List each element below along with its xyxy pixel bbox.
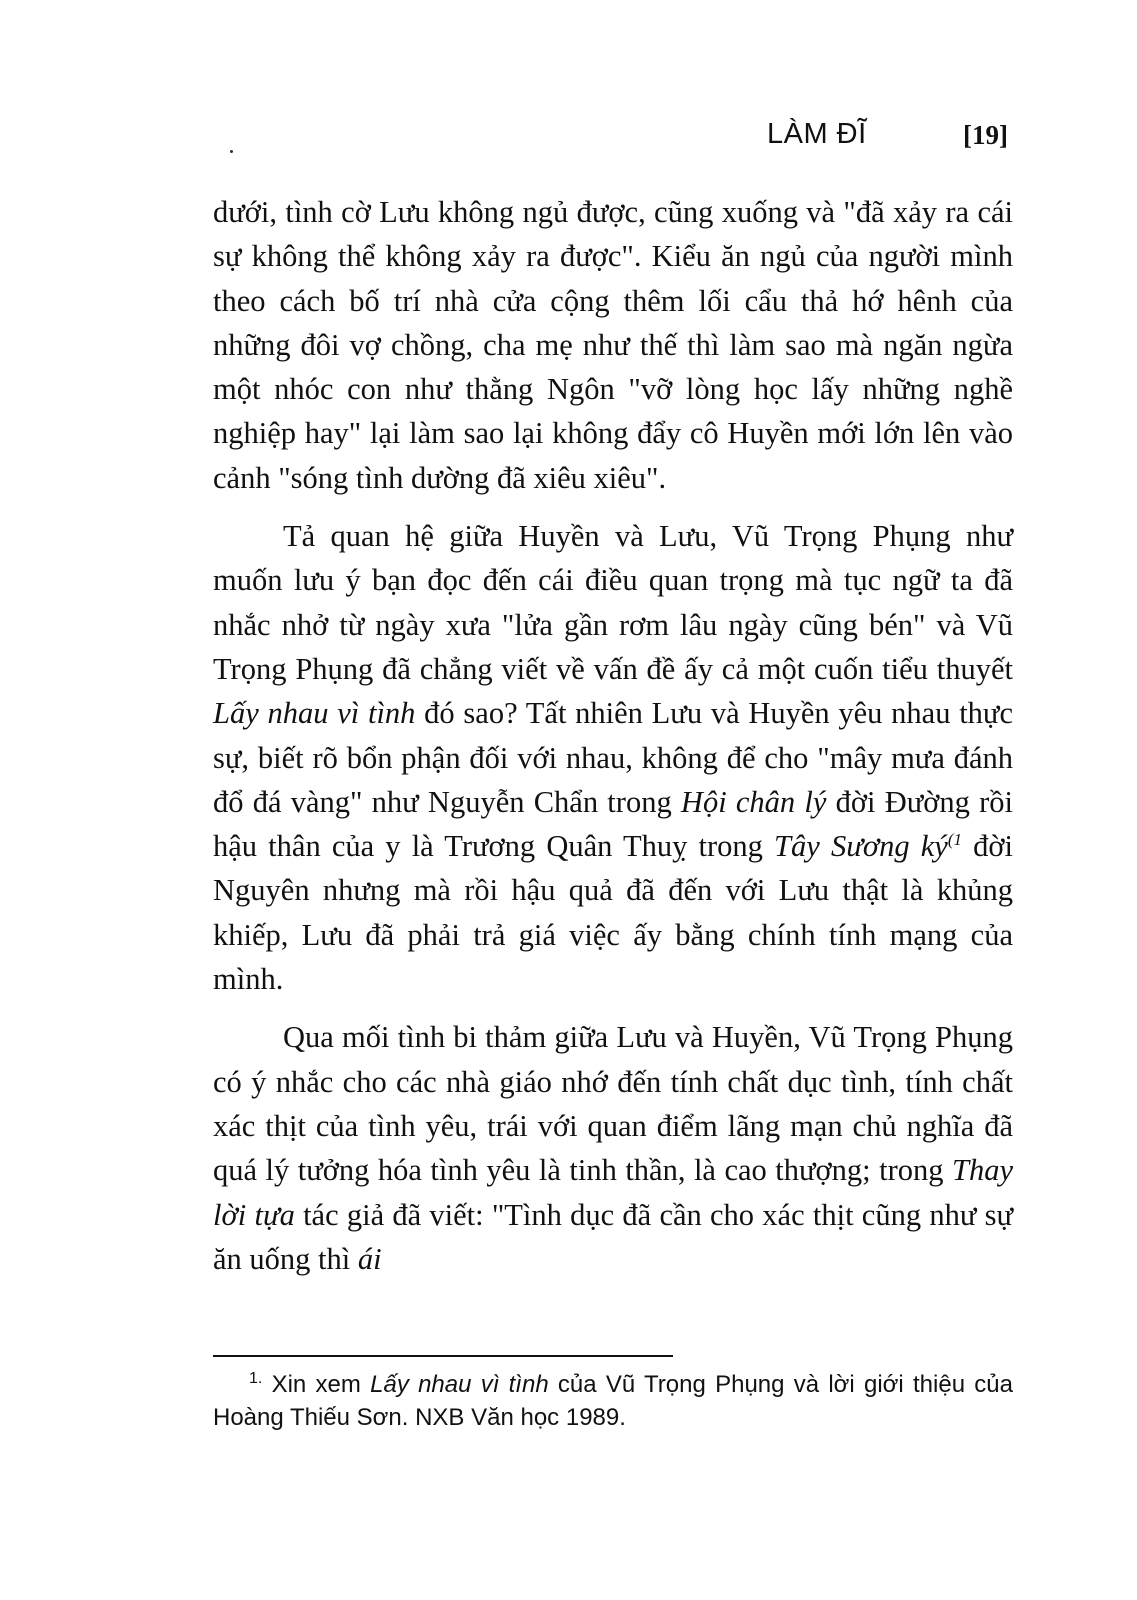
footnote-marker: 1. bbox=[249, 1370, 263, 1387]
paragraph-3-italic-ending: ái bbox=[357, 1241, 382, 1276]
footnote-book-title: Lấy nhau vì tình bbox=[370, 1371, 549, 1398]
paragraph-2-text: đó sao? Tất nhiên Lưu và Huyền yêu nhau thực sự, biết rõ bổn phận đối với nhau, không để cho "mây mưa đánh đổ đá vàng" như Nguyễn Chẩn trong bbox=[213, 696, 1013, 819]
paragraph-2-text: Tả quan hệ giữa Huyền và Lưu, Vũ Trọng Phụng như muốn lưu ý bạn đọc đến cái điều quan trọng mà tục ngữ ta đã nhắc nhở từ ngày xưa "lửa gần rơm lâu ngày cũng bén" và Vũ Trọng Phụng đã chẳng viết về vấn đề ấy cả một cuốn tiểu thuyết bbox=[213, 519, 1013, 686]
paragraph-2-text: đời Đường rồi hậu thân của y là Trương Quân Thuỵ trong bbox=[213, 784, 1013, 864]
paragraph-2-text: đời Nguyên nhưng mà rồi hậu quả đã đến với Lưu thật là khủng khiếp, Lưu đã phải trả giá việc ấy bằng chính tính mạng của mình. bbox=[213, 829, 1013, 997]
paragraph-3 bbox=[213, 1015, 1013, 1281]
footnote-text: của Vũ Trọng Phụng và lời giới thiệu của Hoàng Thiếu Sơn. NXB Văn học 1989. bbox=[213, 1371, 1013, 1431]
paragraph-3-text: Qua mối tình bi thảm giữa Lưu và Huyền, Vũ Trọng Phụng có ý nhắc cho các nhà giáo nhớ đến tính chất dục tình, tính chất xác thịt của tình yêu, trái với quan điểm lãng mạn chủ nghĩa đã quá lý tưởng hóa tình yêu là tinh thần, là cao thượng; trong bbox=[213, 1020, 1013, 1188]
paragraph-3-text: tác giả đã viết: "Tình dục đã cần cho xác thịt cũng như sự ăn uống thì bbox=[213, 1197, 1013, 1276]
stray-dot bbox=[230, 150, 233, 153]
page-number: [19] bbox=[963, 120, 1008, 150]
footnote-reference[interactable]: (1 bbox=[947, 830, 962, 849]
footnote-divider bbox=[213, 1355, 673, 1357]
book-title-hoi-chan-ly: Hội chân lý bbox=[680, 784, 827, 819]
page-header bbox=[0, 118, 1137, 164]
paragraph-2 bbox=[213, 514, 1013, 1001]
footnote bbox=[213, 1368, 1013, 1434]
running-title: LÀM ĐĨ bbox=[767, 118, 867, 150]
footnote-text: Xin xem bbox=[262, 1371, 371, 1398]
body-text bbox=[213, 190, 1013, 1295]
book-title-thay-loi-tua: Thay lời tựa bbox=[213, 1153, 1013, 1232]
paragraph-1 bbox=[213, 190, 1013, 500]
book-title-tay-suong-ky: Tây Sương ký bbox=[774, 829, 948, 864]
book-title-lay-nhau-vi-tinh: Lấy nhau vì tình bbox=[213, 696, 416, 731]
paragraph-1-text: dưới, tình cờ Lưu không ngủ được, cũng xuống và "đã xảy ra cái sự không thể không xảy ra được". Kiểu ăn ngủ của người mình theo cách bố trí nhà cửa cộng thêm lối cẩu thả hớ hênh của những đôi vợ chồng, cha mẹ như thế thì làm sao mà ngăn ngừa một nhóc con như thằng Ngôn "vỡ lòng học lấy những nghề nghiệp hay" lại làm sao lại không đẩy cô Huyền mới lớn lên vào cảnh "sóng tình dường đã xiêu xiêu". bbox=[213, 195, 1013, 495]
